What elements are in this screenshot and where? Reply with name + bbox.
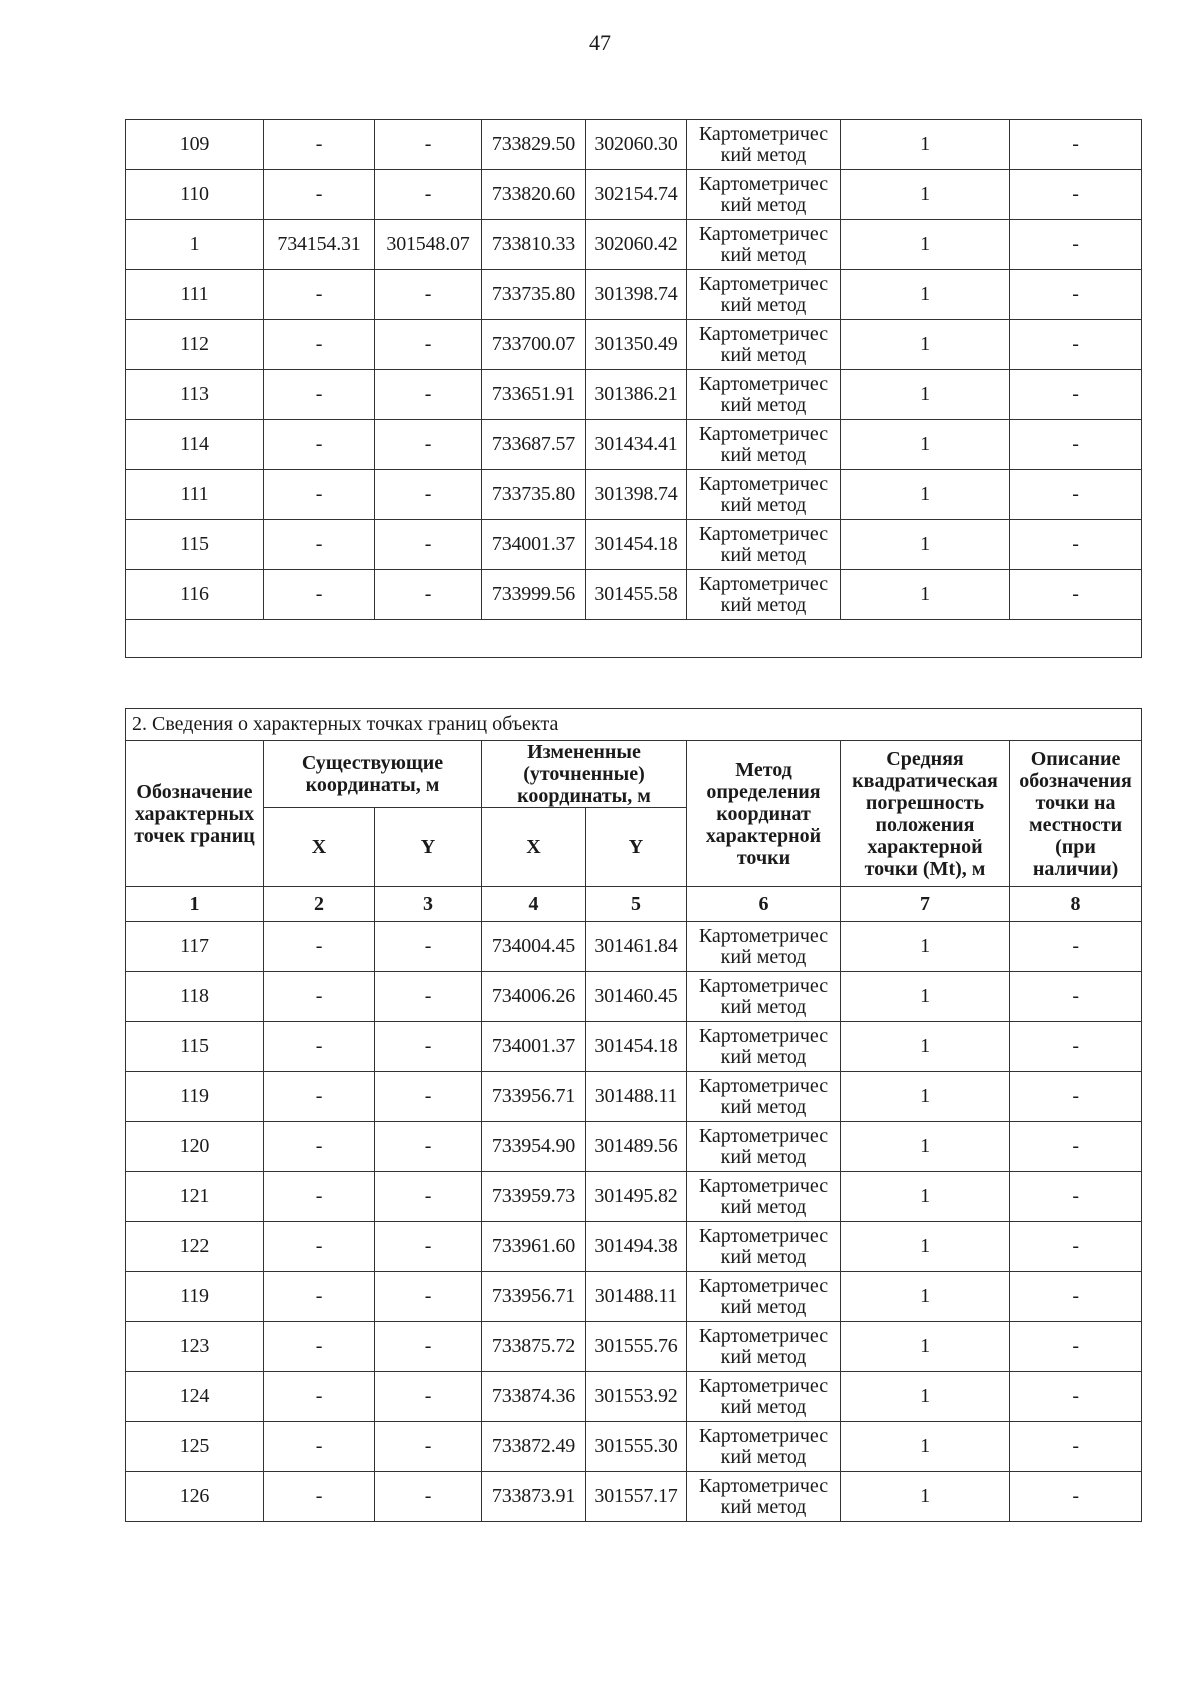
method-text: кий метод bbox=[720, 1045, 807, 1068]
table-row bbox=[126, 1472, 1142, 1522]
changed-x-cell: 733875.72 bbox=[482, 1322, 586, 1372]
changed-x-cell: 733874.36 bbox=[482, 1372, 586, 1422]
accuracy-cell: 1 bbox=[841, 922, 1010, 972]
method-cell bbox=[687, 220, 841, 270]
accuracy-cell: 1 bbox=[841, 1072, 1010, 1122]
column-number: 1 bbox=[126, 887, 264, 922]
changed-y-cell: 301461.84 bbox=[586, 922, 687, 972]
existing-y-cell: - bbox=[375, 1422, 482, 1472]
method-cell bbox=[687, 1122, 841, 1172]
description-cell: - bbox=[1010, 1172, 1142, 1222]
existing-y-cell: - bbox=[375, 1372, 482, 1422]
point-cell: 123 bbox=[126, 1322, 264, 1372]
changed-x-cell: 734006.26 bbox=[482, 972, 586, 1022]
table-row bbox=[126, 1122, 1142, 1172]
header-changed-y: Y bbox=[586, 808, 687, 887]
changed-x-cell: 733735.80 bbox=[482, 270, 586, 320]
changed-x-cell: 733954.90 bbox=[482, 1122, 586, 1172]
changed-x-cell: 733956.71 bbox=[482, 1072, 586, 1122]
method-cell bbox=[687, 1322, 841, 1372]
description-cell: - bbox=[1010, 1272, 1142, 1322]
accuracy-cell: 1 bbox=[841, 1272, 1010, 1322]
method-text: кий метод bbox=[720, 1245, 807, 1268]
description-cell: - bbox=[1010, 1322, 1142, 1372]
table-row bbox=[126, 1322, 1142, 1372]
method-text: Картометричес bbox=[698, 422, 829, 445]
existing-y-cell: - bbox=[375, 1322, 482, 1372]
changed-y-cell: 301350.49 bbox=[586, 320, 687, 370]
method-cell bbox=[687, 320, 841, 370]
column-number: 6 bbox=[687, 887, 841, 922]
accuracy-cell: 1 bbox=[841, 320, 1010, 370]
existing-x-cell: - bbox=[264, 1472, 375, 1522]
point-cell: 126 bbox=[126, 1472, 264, 1522]
description-cell: - bbox=[1010, 170, 1142, 220]
method-cell bbox=[687, 922, 841, 972]
changed-x-cell: 734001.37 bbox=[482, 1022, 586, 1072]
method-text: кий метод bbox=[720, 1345, 807, 1368]
existing-x-cell: - bbox=[264, 1422, 375, 1472]
existing-x-cell: - bbox=[264, 1322, 375, 1372]
method-text: кий метод bbox=[720, 593, 807, 616]
method-text: Картометричес bbox=[698, 522, 829, 545]
changed-y-cell: 301553.92 bbox=[586, 1372, 687, 1422]
method-text: Картометричес bbox=[698, 1074, 829, 1097]
table-row bbox=[126, 1422, 1142, 1472]
description-cell: - bbox=[1010, 370, 1142, 420]
existing-x-cell: - bbox=[264, 270, 375, 320]
changed-x-cell: 733829.50 bbox=[482, 120, 586, 170]
description-cell: - bbox=[1010, 922, 1142, 972]
method-cell bbox=[687, 1022, 841, 1072]
point-cell: 115 bbox=[126, 520, 264, 570]
accuracy-cell: 1 bbox=[841, 1422, 1010, 1472]
coordinates-table-continued bbox=[125, 119, 1142, 658]
accuracy-cell: 1 bbox=[841, 420, 1010, 470]
column-number-row bbox=[126, 887, 1142, 922]
point-cell: 114 bbox=[126, 420, 264, 470]
table-row bbox=[126, 922, 1142, 972]
description-cell: - bbox=[1010, 1072, 1142, 1122]
method-text: кий метод bbox=[720, 143, 807, 166]
method-text: кий метод bbox=[720, 393, 807, 416]
point-cell: 113 bbox=[126, 370, 264, 420]
existing-x-cell: - bbox=[264, 470, 375, 520]
changed-y-cell: 301495.82 bbox=[586, 1172, 687, 1222]
method-text: Картометричес bbox=[698, 222, 829, 245]
changed-x-cell: 733687.57 bbox=[482, 420, 586, 470]
changed-x-cell: 734001.37 bbox=[482, 520, 586, 570]
changed-x-cell: 733999.56 bbox=[482, 570, 586, 620]
changed-y-cell: 301398.74 bbox=[586, 270, 687, 320]
method-text: Картометричес bbox=[698, 322, 829, 345]
changed-x-cell: 733873.91 bbox=[482, 1472, 586, 1522]
changed-y-cell: 301555.76 bbox=[586, 1322, 687, 1372]
changed-y-cell: 301455.58 bbox=[586, 570, 687, 620]
method-cell bbox=[687, 1172, 841, 1222]
method-cell bbox=[687, 1422, 841, 1472]
method-text: Картометричес bbox=[698, 372, 829, 395]
point-cell: 111 bbox=[126, 470, 264, 520]
description-cell: - bbox=[1010, 1422, 1142, 1472]
method-text: кий метод bbox=[720, 543, 807, 566]
header-existing-x: X bbox=[264, 808, 375, 887]
changed-y-cell: 301488.11 bbox=[586, 1272, 687, 1322]
changed-x-cell: 734004.45 bbox=[482, 922, 586, 972]
method-text: кий метод bbox=[720, 995, 807, 1018]
changed-y-cell: 301488.11 bbox=[586, 1072, 687, 1122]
method-cell bbox=[687, 1372, 841, 1422]
changed-x-cell: 733956.71 bbox=[482, 1272, 586, 1322]
description-cell: - bbox=[1010, 420, 1142, 470]
header-existing-y: Y bbox=[375, 808, 482, 887]
existing-x-cell: - bbox=[264, 972, 375, 1022]
changed-y-cell: 301386.21 bbox=[586, 370, 687, 420]
existing-y-cell: - bbox=[375, 1172, 482, 1222]
method-cell bbox=[687, 120, 841, 170]
method-text: Картометричес bbox=[698, 924, 829, 947]
description-cell: - bbox=[1010, 1022, 1142, 1072]
existing-y-cell: - bbox=[375, 1122, 482, 1172]
table-row bbox=[126, 470, 1142, 520]
accuracy-cell: 1 bbox=[841, 270, 1010, 320]
accuracy-cell: 1 bbox=[841, 1372, 1010, 1422]
method-text: кий метод bbox=[720, 1145, 807, 1168]
table-row bbox=[126, 1272, 1142, 1322]
table-row bbox=[126, 370, 1142, 420]
header-method: Метод определения координат характерной точки bbox=[687, 741, 841, 887]
header-changed-coords: Измененные (уточненные) координаты, м bbox=[482, 741, 687, 808]
changed-y-cell: 301454.18 bbox=[586, 1022, 687, 1072]
description-cell: - bbox=[1010, 320, 1142, 370]
description-cell: - bbox=[1010, 1472, 1142, 1522]
method-cell bbox=[687, 470, 841, 520]
existing-x-cell: - bbox=[264, 120, 375, 170]
point-cell: 121 bbox=[126, 1172, 264, 1222]
changed-y-cell: 301494.38 bbox=[586, 1222, 687, 1272]
description-cell: - bbox=[1010, 1222, 1142, 1272]
method-cell bbox=[687, 520, 841, 570]
header-accuracy: Средняя квадратическая погрешность положения характерной точки (Mt), м bbox=[841, 741, 1010, 887]
table-row bbox=[126, 520, 1142, 570]
accuracy-cell: 1 bbox=[841, 972, 1010, 1022]
table-row bbox=[126, 270, 1142, 320]
section-title: 2. Сведения о характерных точках границ объекта bbox=[126, 709, 1142, 741]
table-row bbox=[126, 1072, 1142, 1122]
existing-y-cell: - bbox=[375, 972, 482, 1022]
method-text: Картометричес bbox=[698, 1274, 829, 1297]
existing-x-cell: - bbox=[264, 1222, 375, 1272]
method-cell bbox=[687, 270, 841, 320]
table-row bbox=[126, 1022, 1142, 1072]
existing-x-cell: - bbox=[264, 570, 375, 620]
method-text: Картометричес bbox=[698, 472, 829, 495]
existing-y-cell: - bbox=[375, 1222, 482, 1272]
table-row bbox=[126, 1222, 1142, 1272]
method-text: кий метод bbox=[720, 193, 807, 216]
existing-x-cell: - bbox=[264, 1072, 375, 1122]
existing-y-cell: - bbox=[375, 470, 482, 520]
method-text: кий метод bbox=[720, 343, 807, 366]
accuracy-cell: 1 bbox=[841, 1472, 1010, 1522]
changed-y-cell: 301398.74 bbox=[586, 470, 687, 520]
description-cell: - bbox=[1010, 1122, 1142, 1172]
accuracy-cell: 1 bbox=[841, 1172, 1010, 1222]
existing-x-cell: - bbox=[264, 520, 375, 570]
method-text: Картометричес bbox=[698, 1424, 829, 1447]
description-cell: - bbox=[1010, 570, 1142, 620]
accuracy-cell: 1 bbox=[841, 470, 1010, 520]
existing-y-cell: - bbox=[375, 270, 482, 320]
table-row bbox=[126, 570, 1142, 620]
point-cell: 119 bbox=[126, 1272, 264, 1322]
changed-x-cell: 733700.07 bbox=[482, 320, 586, 370]
point-cell: 115 bbox=[126, 1022, 264, 1072]
table1-body bbox=[126, 120, 1142, 620]
description-cell: - bbox=[1010, 520, 1142, 570]
method-text: кий метод bbox=[720, 945, 807, 968]
existing-y-cell: - bbox=[375, 320, 482, 370]
existing-y-cell: - bbox=[375, 1472, 482, 1522]
changed-y-cell: 301489.56 bbox=[586, 1122, 687, 1172]
description-cell: - bbox=[1010, 220, 1142, 270]
column-number: 4 bbox=[482, 887, 586, 922]
header-description: Описание обозначения точки на местности (при наличии) bbox=[1010, 741, 1142, 887]
accuracy-cell: 1 bbox=[841, 1122, 1010, 1172]
method-text: Картометричес bbox=[698, 1224, 829, 1247]
table-row bbox=[126, 170, 1142, 220]
description-cell: - bbox=[1010, 270, 1142, 320]
point-cell: 111 bbox=[126, 270, 264, 320]
changed-y-cell: 301454.18 bbox=[586, 520, 687, 570]
existing-x-cell: - bbox=[264, 1372, 375, 1422]
column-number: 3 bbox=[375, 887, 482, 922]
existing-y-cell: - bbox=[375, 570, 482, 620]
existing-y-cell: 301548.07 bbox=[375, 220, 482, 270]
method-text: Картометричес bbox=[698, 172, 829, 195]
column-number: 2 bbox=[264, 887, 375, 922]
changed-y-cell: 302060.42 bbox=[586, 220, 687, 270]
method-text: Картометричес bbox=[698, 1324, 829, 1347]
point-cell: 109 bbox=[126, 120, 264, 170]
changed-x-cell: 733959.73 bbox=[482, 1172, 586, 1222]
method-cell bbox=[687, 1272, 841, 1322]
existing-y-cell: - bbox=[375, 170, 482, 220]
point-cell: 120 bbox=[126, 1122, 264, 1172]
page-number: 47 bbox=[589, 30, 611, 55]
header-changed-x: X bbox=[482, 808, 586, 887]
changed-y-cell: 302060.30 bbox=[586, 120, 687, 170]
table-row bbox=[126, 972, 1142, 1022]
existing-x-cell: - bbox=[264, 1022, 375, 1072]
changed-x-cell: 733961.60 bbox=[482, 1222, 586, 1272]
method-text: Картометричес bbox=[698, 1024, 829, 1047]
method-text: кий метод bbox=[720, 293, 807, 316]
existing-x-cell: - bbox=[264, 170, 375, 220]
method-text: кий метод bbox=[720, 493, 807, 516]
method-text: кий метод bbox=[720, 243, 807, 266]
method-text: Картометричес bbox=[698, 974, 829, 997]
changed-y-cell: 301434.41 bbox=[586, 420, 687, 470]
point-cell: 116 bbox=[126, 570, 264, 620]
method-text: Картометричес bbox=[698, 1174, 829, 1197]
existing-y-cell: - bbox=[375, 420, 482, 470]
method-text: кий метод bbox=[720, 1095, 807, 1118]
method-text: Картометричес bbox=[698, 272, 829, 295]
accuracy-cell: 1 bbox=[841, 1222, 1010, 1272]
method-cell bbox=[687, 972, 841, 1022]
changed-x-cell: 733735.80 bbox=[482, 470, 586, 520]
point-cell: 112 bbox=[126, 320, 264, 370]
column-number: 7 bbox=[841, 887, 1010, 922]
method-text: кий метод bbox=[720, 1495, 807, 1518]
blank-cell bbox=[126, 620, 1142, 658]
method-text: кий метод bbox=[720, 1295, 807, 1318]
accuracy-cell: 1 bbox=[841, 1022, 1010, 1072]
description-cell: - bbox=[1010, 972, 1142, 1022]
header-point: Обозначение характерных точек границ bbox=[126, 741, 264, 887]
table-row bbox=[126, 1372, 1142, 1422]
accuracy-cell: 1 bbox=[841, 1322, 1010, 1372]
accuracy-cell: 1 bbox=[841, 370, 1010, 420]
method-text: кий метод bbox=[720, 1395, 807, 1418]
changed-x-cell: 733651.91 bbox=[482, 370, 586, 420]
changed-y-cell: 302154.74 bbox=[586, 170, 687, 220]
method-text: Картометричес bbox=[698, 1474, 829, 1497]
changed-x-cell: 733820.60 bbox=[482, 170, 586, 220]
existing-x-cell: - bbox=[264, 320, 375, 370]
description-cell: - bbox=[1010, 120, 1142, 170]
point-cell: 122 bbox=[126, 1222, 264, 1272]
accuracy-cell: 1 bbox=[841, 120, 1010, 170]
method-cell bbox=[687, 1222, 841, 1272]
table-row bbox=[126, 120, 1142, 170]
changed-x-cell: 733810.33 bbox=[482, 220, 586, 270]
description-cell: - bbox=[1010, 1372, 1142, 1422]
point-cell: 1 bbox=[126, 220, 264, 270]
method-cell bbox=[687, 170, 841, 220]
existing-y-cell: - bbox=[375, 370, 482, 420]
existing-x-cell: - bbox=[264, 922, 375, 972]
accuracy-cell: 1 bbox=[841, 570, 1010, 620]
description-cell: - bbox=[1010, 470, 1142, 520]
point-cell: 118 bbox=[126, 972, 264, 1022]
existing-x-cell: - bbox=[264, 1172, 375, 1222]
boundary-points-table bbox=[125, 708, 1142, 1522]
existing-x-cell: 734154.31 bbox=[264, 220, 375, 270]
method-cell bbox=[687, 1472, 841, 1522]
existing-y-cell: - bbox=[375, 1072, 482, 1122]
changed-x-cell: 733872.49 bbox=[482, 1422, 586, 1472]
existing-x-cell: - bbox=[264, 420, 375, 470]
accuracy-cell: 1 bbox=[841, 170, 1010, 220]
table1-blank-row bbox=[126, 620, 1142, 658]
method-text: кий метод bbox=[720, 443, 807, 466]
method-text: Картометричес bbox=[698, 1374, 829, 1397]
existing-x-cell: - bbox=[264, 1272, 375, 1322]
point-cell: 110 bbox=[126, 170, 264, 220]
method-cell bbox=[687, 370, 841, 420]
method-text: Картометричес bbox=[698, 122, 829, 145]
existing-x-cell: - bbox=[264, 370, 375, 420]
header-existing-coords: Существующие координаты, м bbox=[264, 741, 482, 808]
point-cell: 119 bbox=[126, 1072, 264, 1122]
changed-y-cell: 301557.17 bbox=[586, 1472, 687, 1522]
table-row bbox=[126, 220, 1142, 270]
point-cell: 117 bbox=[126, 922, 264, 972]
existing-y-cell: - bbox=[375, 1022, 482, 1072]
method-text: кий метод bbox=[720, 1445, 807, 1468]
accuracy-cell: 1 bbox=[841, 520, 1010, 570]
existing-y-cell: - bbox=[375, 922, 482, 972]
column-number: 8 bbox=[1010, 887, 1142, 922]
existing-y-cell: - bbox=[375, 120, 482, 170]
method-cell bbox=[687, 420, 841, 470]
method-text: Картометричес bbox=[698, 1124, 829, 1147]
table2-body bbox=[126, 922, 1142, 1522]
existing-y-cell: - bbox=[375, 1272, 482, 1322]
existing-y-cell: - bbox=[375, 520, 482, 570]
table-row bbox=[126, 420, 1142, 470]
point-cell: 124 bbox=[126, 1372, 264, 1422]
method-cell bbox=[687, 570, 841, 620]
changed-y-cell: 301460.45 bbox=[586, 972, 687, 1022]
method-text: кий метод bbox=[720, 1195, 807, 1218]
column-number: 5 bbox=[586, 887, 687, 922]
point-cell: 125 bbox=[126, 1422, 264, 1472]
method-cell bbox=[687, 1072, 841, 1122]
table-row bbox=[126, 320, 1142, 370]
existing-x-cell: - bbox=[264, 1122, 375, 1172]
changed-y-cell: 301555.30 bbox=[586, 1422, 687, 1472]
accuracy-cell: 1 bbox=[841, 220, 1010, 270]
method-text: Картометричес bbox=[698, 572, 829, 595]
table-row bbox=[126, 1172, 1142, 1222]
